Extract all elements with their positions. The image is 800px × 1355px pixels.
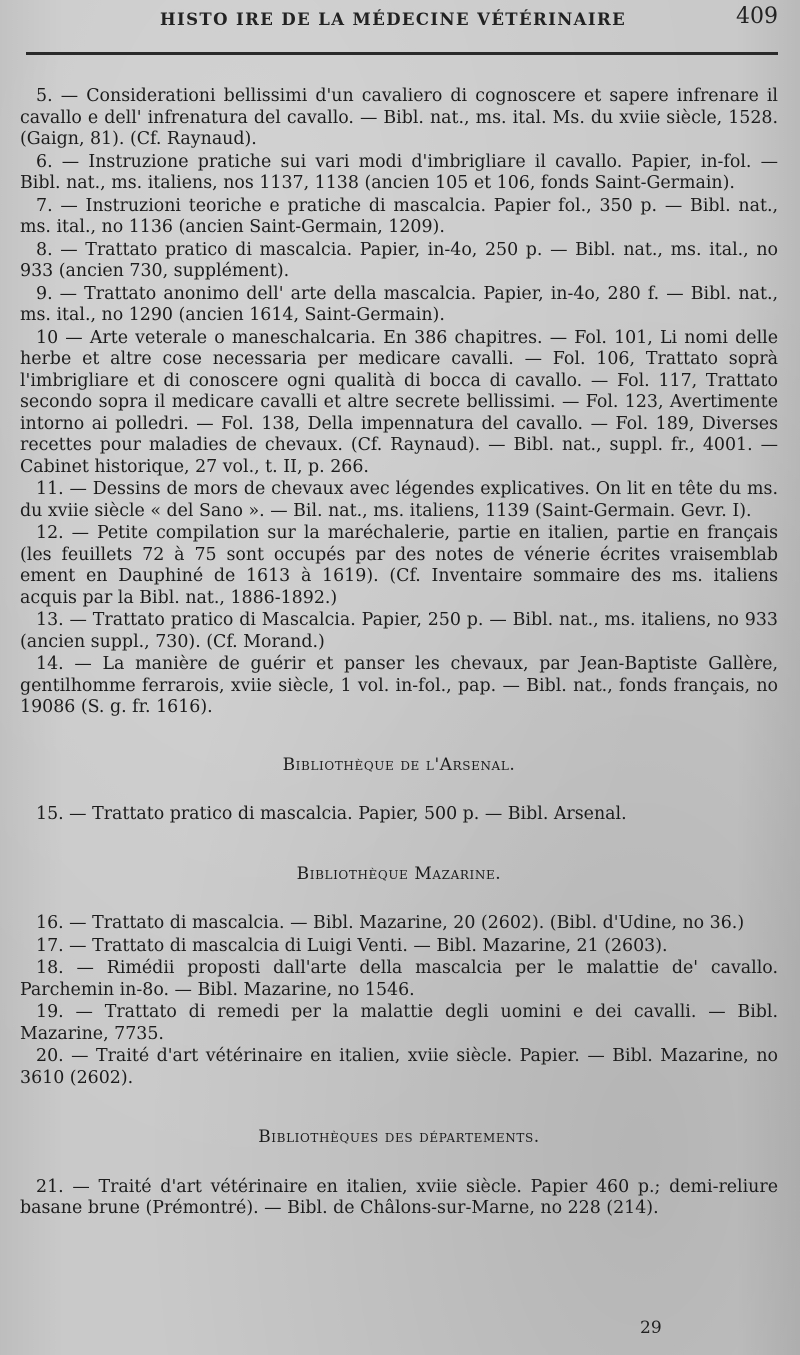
entry-19: 19. — Trattato di remedi per la malattie degli uomini e dei cavalli. — Bibl. Mazarine, 7735. [20, 1002, 778, 1044]
section-heading-departements: Bibliothèques des départements. [258, 1127, 540, 1147]
entry-12: 12. — Petite compilation sur la maréchalerie, partie en italien, partie en français (les feuillets 72 à 75 sont occupés par des notes de vénerie écrites vraisemblab ement en Dauphiné de 1613 à 1619). (Cf. Inventaire sommaire des ms. italiens acquis par la Bibl. nat., 1886-1892.) [20, 523, 778, 608]
entry-9: 9. — Trattato anonimo dell' arte della mascalcia. Papier, in-4o, 280 f. — Bibl. nat., ms. ital., no 1290 (ancien 1614, Saint-Germain). [20, 283, 778, 325]
entry-20: 20. — Traité d'art vétérinaire en italien, xviie siècle. Papier. — Bibl. Mazarine, no 3610 (2602). [20, 1046, 778, 1088]
entry-16: 16. — Trattato di mascalcia. — Bibl. Mazarine, 20 (2602). (Bibl. d'Udine, no 36.) [36, 913, 745, 933]
entry-7: 7. — Instruzioni teoriche e pratiche di mascalcia. Papier fol., 350 p. — Bibl. nat., ms. ital., no 1136 (ancien Saint-Germain, 1209). [20, 195, 778, 237]
running-head: HISTO IRE DE LA MÉDECINE VÉTÉRINAIRE [160, 10, 627, 29]
signature-mark: 29 [640, 1318, 662, 1338]
entry-10: 10 — Arte veterale o maneschalcaria. En 386 chapitres. — Fol. 101, Li nomi delle herbe et altre cose necessaria per medicare cavalli. — Fol. 106, Trattato soprà l'imbrigliare et di conoscere ogni qualità di bocca di cavallo. — Fol. 117, Trattato secondo sopra il medicare cavalli et altre secrete bellissimi. — Fol. 123, Avertimente intorno ai polledri. — Fol. 138, Della impennatura del cavallo. — Fol. 189, Diverses recettes pour maladies de chevaux. (Cf. Raynaud). — Bibl. nat., suppl. fr., 4001. — Cabinet historique, 27 vol., t. II, p. 266. [20, 327, 778, 477]
header-rule [26, 52, 778, 55]
entry-13: 13. — Trattato pratico di Mascalcia. Papier, 250 p. — Bibl. nat., ms. italiens, no 933 (ancien suppl., 730). (Cf. Morand.) [20, 610, 778, 652]
page-number: 409 [736, 4, 778, 29]
entry-18: 18. — Rimédii proposti dall'arte della mascalcia per le malattie de' cavallo. Parchemin in-8o. — Bibl. Mazarine, no 1546. [20, 958, 778, 1000]
page-body [20, 86, 778, 1221]
entry-5: 5. — Considerationi bellissimi d'un cavaliero di cognoscere et sapere infrenare il cavallo e dell' infrenatura del cavallo. — Bibl. nat., ms. ital. Ms. du xviie siècle, 1528. (Gaign, 81). (Cf. Raynaud). [20, 86, 778, 149]
entry-21: 21. — Traité d'art vétérinaire en italien, xviie siècle. Papier 460 p.; demi-reliure basane brune (Prémontré). — Bibl. de Châlons-sur-Marne, no 228 (214). [20, 1176, 778, 1218]
entry-14: 14. — La manière de guérir et panser les chevaux, par Jean-Baptiste Gallère, gentilhomme ferrarois, xviie siècle, 1 vol. in-fol., pap. — Bibl. nat., fonds français, no 19086 (S. g. fr. 1616). [20, 654, 778, 717]
section-heading-arsenal: Bibliothèque de l'Arsenal. [282, 754, 516, 775]
entry-11: 11. — Dessins de mors de chevaux avec légendes explicatives. On lit en tête du ms. du xviie siècle « del Sano ». — Bil. nat., ms. italiens, 1139 (Saint-Germain. Gevr. I). [20, 479, 778, 521]
entry-15: 15. — Trattato pratico di mascalcia. Papier, 500 p. — Bibl. Arsenal. [36, 804, 627, 824]
entry-6: 6. — Instruzione pratiche sui vari modi d'imbrigliare il cavallo. Papier, in-fol. — Bibl. nat., ms. italiens, nos 1137, 1138 (ancien 105 et 106, fonds Saint-Germain). [20, 151, 778, 193]
section-heading-mazarine: Bibliothèque Mazarine. [296, 863, 502, 884]
entry-17: 17. — Trattato di mascalcia di Luigi Venti. — Bibl. Mazarine, 21 (2603). [36, 935, 668, 956]
entry-8: 8. — Trattato pratico di mascalcia. Papier, in-4o, 250 p. — Bibl. nat., ms. ital., no 933 (ancien 730, supplément). [20, 239, 778, 281]
